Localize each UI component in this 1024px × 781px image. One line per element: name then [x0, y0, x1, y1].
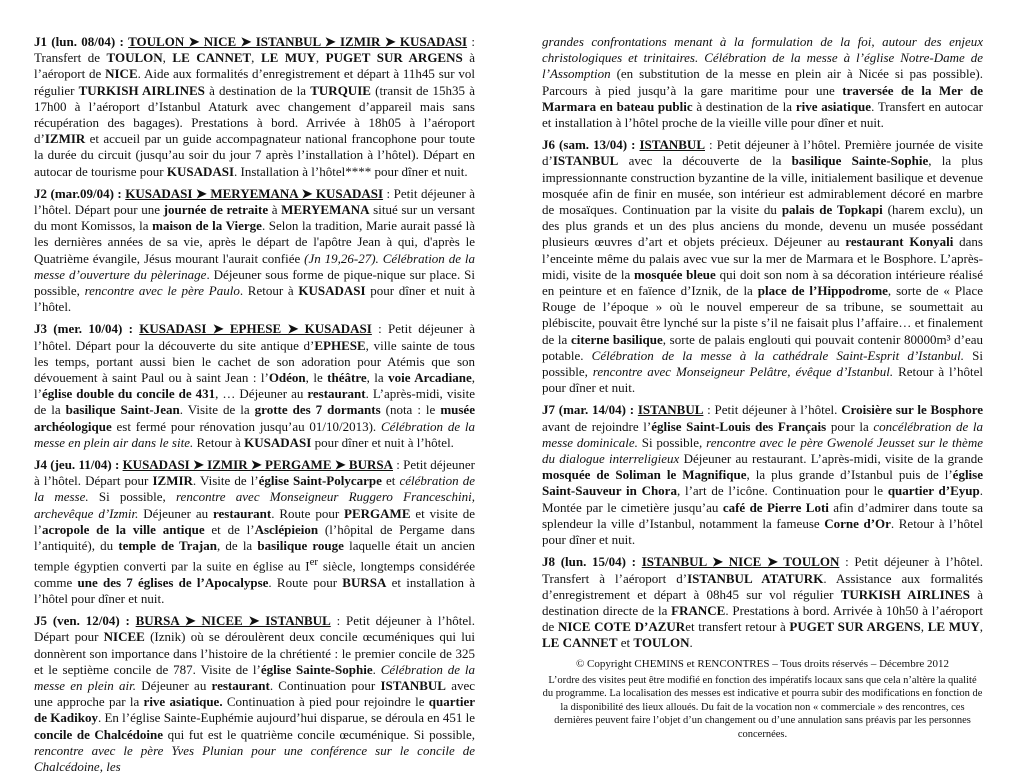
text: . Retour à l’hôtel pour dîner et nuit. [542, 515, 983, 548]
place: église Sainte-Sophie [260, 661, 373, 677]
place: basilique Sainte-Sophie [791, 153, 929, 169]
place: église double du concile de 431 [41, 386, 216, 402]
text: Retour à l’hôtel pour dîner et nuit. [542, 364, 983, 396]
text: , [162, 50, 173, 66]
text: , la plus grande d’Istanbul puis de l’ [746, 467, 953, 483]
place: NICE COTE D’AZUR [557, 619, 686, 635]
day-4-heading: J4 (jeu. 11/04) : [34, 457, 120, 473]
place: NICEE [103, 629, 145, 645]
celebration: célébration de la messe. [34, 473, 475, 505]
text: . Retour à [239, 283, 299, 299]
text: , la [366, 370, 389, 386]
place: grotte des 7 dormants [254, 402, 381, 418]
place: KUSADASI [244, 434, 312, 450]
text: Déjeuner au [138, 505, 213, 521]
text: , [315, 50, 326, 66]
place: KUSADASI [298, 283, 366, 299]
text: . Visite de la [179, 402, 255, 418]
text: (harem exclu), un des plus grands et un des plus anciens du monde, devenu un musée possédant plusieurs œuvres d’art et objets précieux. Déjeuner au [542, 202, 983, 250]
place: Corne d’Or [824, 515, 891, 531]
text: , l’art de l’icône. Continuation pour le [676, 483, 888, 499]
text: , l’ [34, 370, 476, 402]
text: . L’après-midi, visite de la [34, 386, 475, 418]
day-2-heading: J2 (mar.09/04) : [34, 185, 122, 201]
day-6-heading: J6 (sam. 13/04) : [542, 137, 636, 153]
text: , … Déjeuner au [215, 386, 308, 402]
text: et installation à l’hôtel pour dîner et nuit. [34, 574, 476, 607]
text: Retour à [193, 434, 245, 450]
place: IZMIR [152, 473, 193, 489]
place: maison de la Vierge [152, 218, 262, 234]
text: situé sur un versant du mont Komissos, la [34, 202, 476, 234]
place: voie Arcadiane [388, 370, 472, 386]
right-column [542, 34, 983, 741]
meeting: rencontre avec Monseigneur Ruggero Franceschini, archevêque d’Izmir. [34, 489, 475, 521]
text: à destination directe de la [542, 586, 983, 618]
place: ISTANBUL ATATURK [687, 570, 824, 586]
text: . Route pour [271, 505, 345, 521]
place: basilique Saint-Jean [65, 402, 180, 418]
text: : Petit déjeuner à l’hôtel. Départ pour la découverte du site antique d’ [34, 321, 476, 353]
place: rive asiatique [795, 98, 872, 114]
text: Si possible, [637, 434, 707, 450]
day-7-paragraph [542, 402, 983, 548]
text: (nota : le [380, 402, 441, 418]
text: : Transfert de [34, 34, 475, 66]
place: mosquée bleue [634, 266, 716, 282]
airline: TURKISH AIRLINES [840, 586, 971, 602]
text: à l’aéroport de [34, 50, 476, 82]
text: et transfert retour à [685, 619, 790, 635]
text: Si possible, [88, 489, 176, 505]
text: . Aide aux formalités d’enregistrement et départ à 11h45 sur vol régulier [34, 66, 475, 98]
text: avec une approche par la [34, 678, 476, 710]
place: TOULON [106, 50, 163, 66]
place: église Saint-Polycarpe [258, 473, 382, 489]
text: . Visite de l’ [192, 473, 259, 489]
place: temple de Trajan [118, 538, 217, 554]
text: pour la [826, 418, 874, 434]
place: basilique rouge [257, 538, 344, 554]
place: église Saint-Sauveur in Chora [542, 467, 983, 499]
text: laquelle était un ancien temple égyptien converti par la suite en église au I [34, 538, 475, 574]
day-1-route: TOULON ➤ NICE ➤ ISTANBUL ➤ IZMIR ➤ KUSADASI [128, 34, 468, 49]
superscript: er [309, 556, 319, 569]
text: est fermé pour rénovation jusqu’au 01/10/2013). [111, 418, 381, 434]
day-4-paragraph [34, 457, 475, 607]
place: rive asiatique. [143, 694, 223, 710]
day-2-paragraph [34, 186, 475, 316]
place: Odéon [268, 370, 306, 386]
meeting: rencontre avec le père Gwenolé Jeusset sur le thème du dialogue interreligieux [542, 434, 983, 467]
text: : Petit déjeuner à l’hôtel. Transfert à l’aéroport d’ [542, 554, 984, 586]
day-3-heading: J3 (mer. 10/04) : [34, 321, 133, 337]
day-8-route: ISTANBUL ➤ NICE ➤ TOULON [641, 554, 840, 570]
text: . Selon la tradition, Marie aurait passé là les dernières années de sa vie, après le départ de l'apôtre Jean à qui, d'après le Quatrième évangile, Jésus mourant l'aurait confiée [34, 218, 475, 266]
text: et de l’ [204, 521, 255, 537]
text: (l’hôpital de Pergame dans l’antiquité), du [34, 521, 475, 554]
meeting: rencontre avec Monseigneur Pelâtre, évêque d’Istanbul. [592, 364, 894, 380]
place: TURQUIE [310, 82, 371, 98]
place: quartier d’Eyup [887, 483, 980, 499]
place: ISTANBUL [380, 678, 446, 694]
place: quartier de Kadikoy [34, 694, 475, 726]
highlight: restaurant Konyali [845, 234, 954, 250]
text: . Route pour [268, 574, 343, 590]
place: LE MUY [927, 619, 980, 635]
place: place de l’Hippodrome [757, 283, 888, 299]
text: pour dîner et nuit à l’hôtel. [34, 283, 476, 315]
celebration: Célébration de la messe à la cathédrale Saint-Esprit d’Istanbul. [591, 347, 965, 363]
day-1-paragraph [34, 34, 475, 180]
celebration: (Jn 19,26-27). Célébration de la messe d’ouverture du pèlerinage [34, 250, 475, 282]
text: , de la [216, 538, 258, 554]
place: PUGET SUR ARGENS [325, 50, 463, 66]
highlight: traversée de la Mer de Marmara en bateau public [542, 82, 983, 114]
text: qui doit son nom à sa décoration intérieure réalisé en peinture et en faïence d’Iznik, de la [542, 266, 983, 299]
place: mosquée de Soliman le Magnifique [542, 467, 747, 483]
day-5-heading: J5 (ven. 12/04) : [34, 613, 130, 629]
place: citerne basilique [570, 331, 663, 347]
text: : Petit déjeuner à l’hôtel. Départ pour [34, 457, 476, 489]
celebration: Célébration de la messe en plein air dans le site. [34, 418, 475, 450]
highlight: une des 7 églises de l’Apocalypse [77, 574, 269, 590]
day-6-paragraph [542, 137, 983, 396]
text: Continuation à pied pour rejoindre le [222, 694, 429, 710]
place: BURSA [342, 574, 387, 590]
text: à [268, 202, 282, 218]
text: , [979, 619, 983, 635]
text: , [920, 619, 928, 635]
text: et [381, 473, 400, 489]
text: et accueil par un guide accompagnateur national francophone pour toute la durée du circuit (jusqu’au soir du jour 7 après l’installation à l’hôtel). Départ en autocar de tourisme pour [34, 131, 475, 179]
day-7-heading: J7 (mar. 14/04) : [542, 402, 635, 418]
text: siècle, longtemps considérée comme [34, 558, 475, 590]
left-column [34, 34, 475, 781]
day-7-route: ISTANBUL [637, 402, 704, 418]
place: palais de Topkapi [781, 202, 883, 218]
day-8-heading: J8 (lun. 15/04) : [542, 554, 636, 570]
disclaimer-notice: L’ordre des visites peut être modifié en fonction des impératifs locaux sans que cela n’altère la qualité du programme. La localisation des messes est indicative et pourra subir des modifications en fonction de la disponibilité des lieux alloués. Du fait de la vocation non « commerciale » des rencontres, ces dernières peuvent faire l’objet d’un changement ou d’une annulation sans préavis par les personnes concernées. [542, 674, 983, 740]
place: acropole de la ville antique [41, 521, 205, 537]
place: ISTANBUL [552, 153, 619, 169]
text: (en substitution de la messe en plein air à Nicée si pas possible). Parcours à pied jusqu’à la gare maritime pour une [542, 66, 983, 98]
highlight: restaurant [212, 505, 272, 521]
text: à destination de la [204, 82, 311, 98]
day-5-continued-paragraph [542, 34, 983, 131]
day-6-route: ISTANBUL [639, 137, 705, 153]
text: à destination de la [692, 98, 796, 114]
text: . Continuation pour [269, 678, 381, 694]
highlight: concile de Chalcédoine [34, 726, 164, 742]
day-4-route: KUSADASI ➤ IZMIR ➤ PERGAME ➤ BURSA [122, 457, 393, 473]
highlight: restaurant [307, 386, 366, 402]
place: Asclépieion [254, 521, 319, 537]
place: musée archéologique [34, 402, 475, 434]
text: Déjeuner au restaurant. L’après-midi, visite de la grande [679, 451, 983, 467]
text: : Petit déjeuner à l’hôtel. Départ pour [34, 613, 476, 645]
place: PUGET SUR ARGENS [789, 619, 921, 635]
copyright-line: © Copyright CHEMINS et RENCONTRES – Tous droits réservés – Décembre 2012 [575, 657, 950, 670]
day-8-paragraph [542, 554, 983, 651]
airline: TURKISH AIRLINES [78, 82, 205, 98]
text: afin d’admirer dans toute sa splendeur la ville d’Istanbul, notamment la fameuse [542, 499, 983, 531]
place: PERGAME [344, 505, 411, 521]
text: . Prestations à bord. Arrivée à 10h50 à l’aéroport de [542, 602, 983, 635]
text: . [372, 661, 381, 677]
text: , [251, 50, 261, 66]
text: avant de rejoindre l’ [542, 418, 652, 434]
text: . Transfert en autocar et installation à l’hôtel proche de la vieille ville pour dîner et nuit. [542, 98, 984, 131]
text: Si possible, [542, 347, 984, 380]
day-3-route: KUSADASI ➤ EPHESE ➤ KUSADASI [139, 321, 372, 337]
text: . Assistance aux formalités d’enregistrement et départ à 08h45 sur vol régulier [542, 570, 983, 602]
text: qui fut est le quatrième concile œcuménique. Si possible, [163, 726, 475, 742]
meeting: rencontre avec le père Paulo [84, 283, 240, 299]
text: pour dîner et nuit à l’hôtel. [311, 434, 454, 450]
celebration: grandes confrontations menant à la formulation de la foi, autour des enjeux christologiques et trinitaires. Célébration de la messe à l’église Notre-Dame de l’Assomption [542, 34, 983, 82]
place: IZMIR [44, 131, 86, 147]
place: LE CANNET [542, 635, 618, 651]
text: : Petit déjeuner à l’hôtel. Première journée de visite d’ [542, 137, 983, 169]
highlight: Croisière sur le Bosphore [841, 402, 984, 418]
day-1-heading: J1 (lun. 08/04) : [34, 34, 124, 49]
place: KUSADASI [166, 163, 235, 179]
place: TOULON [633, 635, 690, 651]
text: (transit de 15h35 à 17h00 à l’aéroport d’Istanbul Ataturk avec changement d’appareil mais sans récupération des bagages). Prestations à bord. Arrivée à 18h05 à l’aéroport d’ [34, 82, 476, 147]
footer [542, 658, 983, 741]
text: , ville sainte de tous les temps, portant aussi bien le cachet de son adoration pour Atémis que son dévouement à saint Paul ou à saint Jean : l’ [34, 337, 475, 386]
highlight: journée de retraite [163, 202, 269, 218]
meeting: rencontre avec le père Yves Plunian pour une conférence sur le concile de Chalcédoine, les [34, 742, 475, 775]
day-5-route: BURSA ➤ NICEE ➤ ISTANBUL [135, 613, 331, 629]
place: théâtre [327, 370, 367, 386]
celebration: concélébration de la messe dominicale. [542, 418, 983, 450]
place: café de Pierre Loti [722, 499, 829, 515]
text: . En l’église Sainte-Euphémie aujourd’hui disparue, se déroula en 451 le [97, 710, 475, 726]
text: . [689, 635, 693, 651]
day-3-paragraph [34, 321, 475, 451]
place: LE MUY [260, 50, 316, 66]
text: et [617, 635, 634, 651]
day-5-paragraph [34, 613, 475, 775]
place: FRANCE [671, 602, 726, 618]
text: , le [305, 370, 328, 386]
text: (Iznik) où se déroulèrent deux concile œcuméniques qui lui donnèrent son importance dans l’histoire de la chrétienté : le premier concile de 325 et le septième concile de 787. Visite de l’ [34, 629, 475, 677]
place: EPHESE [314, 337, 366, 353]
text: avec la découverte de la [618, 153, 792, 169]
place: église Saint-Louis des Français [651, 418, 827, 434]
day-2-route: KUSADASI ➤ MERYEMANA ➤ KUSADASI [125, 185, 384, 201]
text: . Déjeuner sous forme de pique-nique sur place. Si possible, [34, 266, 475, 299]
text: , sorte de « Place Rouge de l’époque » où le nouvel empereur de sa tribune, se soumettait au plébiscite, pouvait être lynché sur la piste s’il ne faisait plus l’affaire… et finalement de la [542, 283, 983, 347]
text: . Montée par le cimetière jusqu’au [542, 483, 983, 515]
text: : Petit déjeuner à l’hôtel. Départ pour une [34, 185, 475, 218]
place: NICE [105, 66, 138, 82]
text: et visite de l’ [34, 505, 475, 537]
text: Déjeuner au [135, 678, 212, 694]
text: dans l’enceinte même du palais avec vue sur la mer de Marmara et le Bosphore. L’après-midi, visite de la [542, 234, 983, 282]
place: MERYEMANA [281, 202, 370, 218]
text: : Petit déjeuner à l’hôtel. [703, 402, 842, 418]
celebration: Célébration de la messe en plein air. [34, 661, 475, 694]
highlight: restaurant [211, 678, 270, 694]
text: . Installation à l’hôtel**** pour dîner et nuit. [234, 163, 468, 179]
text: , sorte de palais englouti qui pouvait contenir 80000m³ d’eau potable. [542, 331, 984, 363]
place: LE CANNET [172, 50, 252, 66]
text: , la plus impressionnante construction byzantine de la ville, initialement basilique et devenue mosquée afin de finir en musée, son intérieur est admirablement décoré en marbre de mosaïques. Continuation par la visite du [542, 153, 983, 218]
